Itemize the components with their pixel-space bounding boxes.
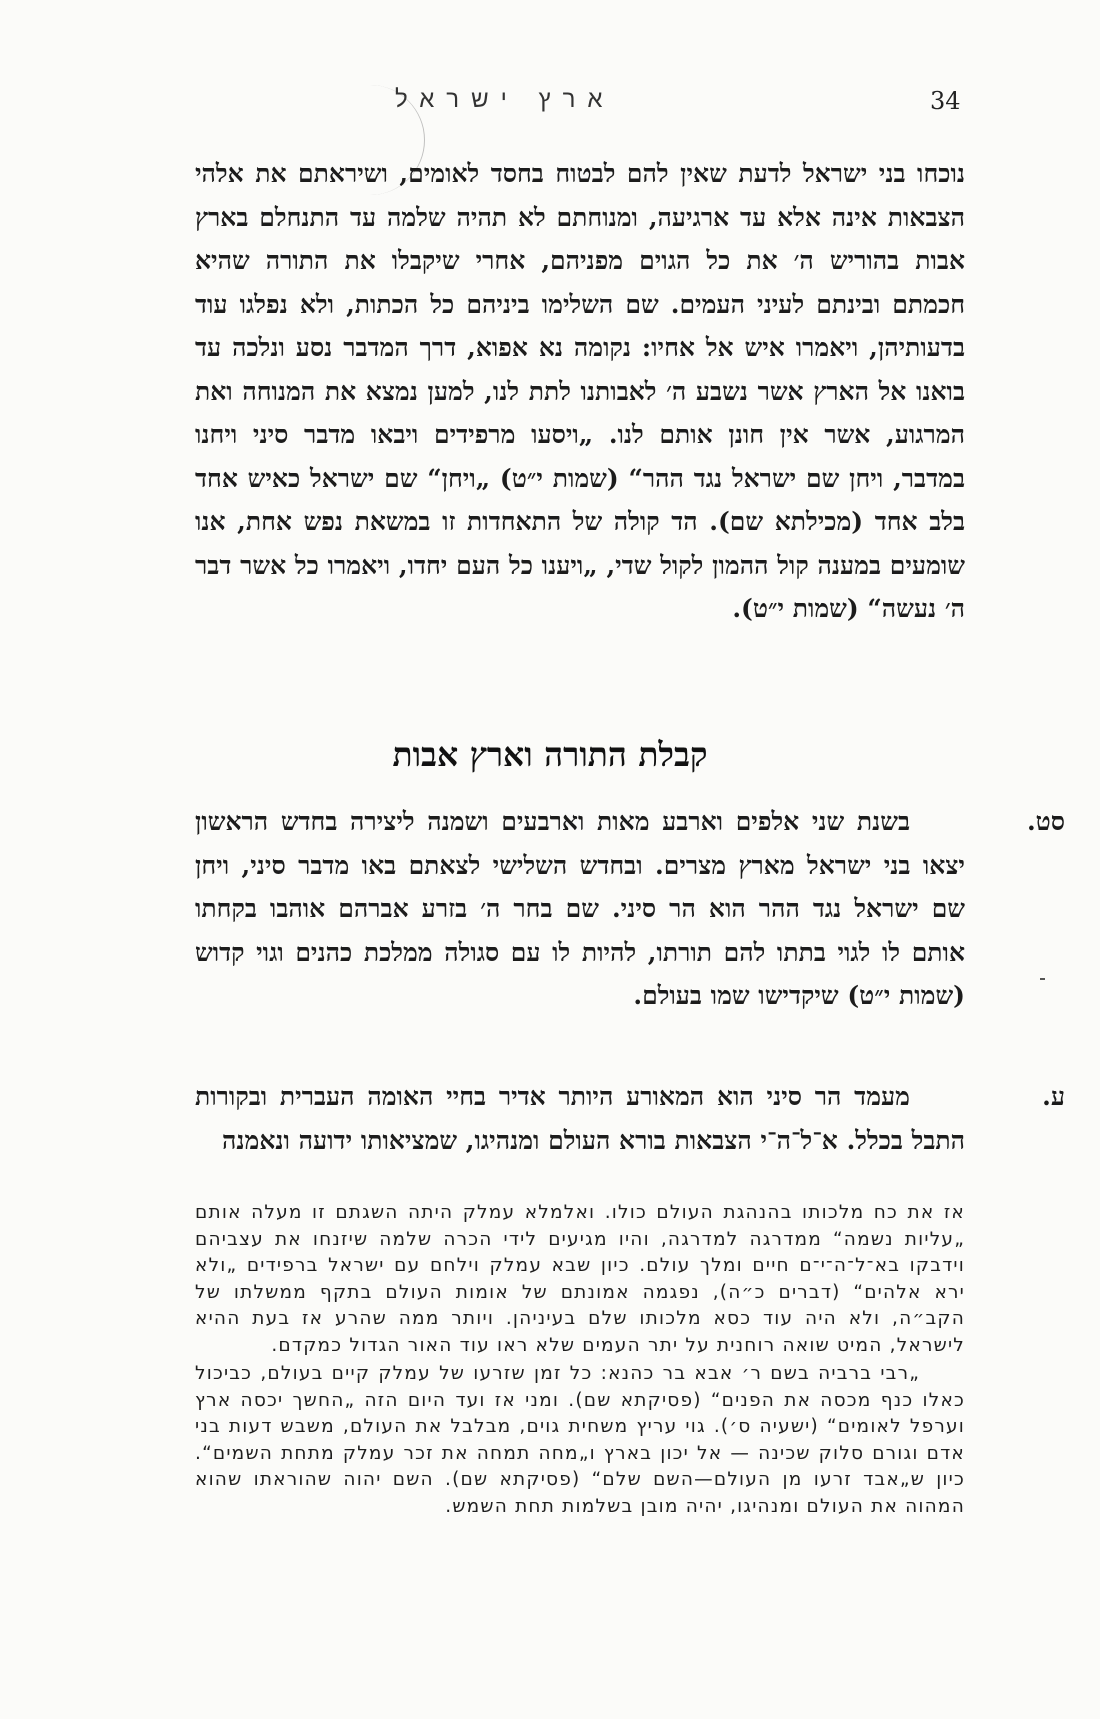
running-head: [0, 85, 1100, 125]
paragraph-body: מעמד הר סיני הוא המאורע היותר אדיר בחיי האומה העברית ובקורות התבל בכלל. א־ל־ה־י הצבאות בורא העולם ומנהיגו, שמציאותו ידועה ונאמנה: [195, 1082, 965, 1155]
paragraph-body: בשנת שני אלפים וארבע מאות וארבעים ושמנה ליצירה בחדש הראשון יצאו בני ישראל מארץ מצרים. ובחדש השלישי לצאתם באו מדבר סיני, ויחן שם ישראל נגד ההר הוא הר סיני. שם בחר ה׳ בזרע אברהם אוהבו בקחתו אותם לו לגוי בתתו להם תורתו, להיות לו עם סגולה ממלכת כהנים וגוי קדוש (שמות י״ט) שיקדישו שמו בעולם.: [195, 807, 965, 1010]
footnote-paragraph: „רבי ברביה בשם ר׳ אבא בר כהנא: כל זמן שזרעו של עמלק קיים בעולם, כביכול כאלו כנף מכסה את הפנים“ (פסיקתא שם). ומני אז ועד היום הזה „החשך יכסה ארץ וערפל לאומים“ (ישעיה ס׳). גוי עריץ משחית גוים, מבלבל את העולם, משבש דעות בני אדם וגורם סלוק שכינה — אל יכון בארץ ו„מחה תמחה את זכר עמלק מתחת השמים“. כיון ש„אבד זרעו מן העולם—השם שלם“ (פסיקתא שם). השם יהוה שהוראתו שהוא המהוה את העולם ומנהיגו, יהיה מובן בשלמות תחת השמש.: [195, 1363, 965, 1517]
paragraph-number: ע.: [1042, 1082, 1065, 1111]
paragraph-number: סט.: [1026, 807, 1065, 836]
footnote-continuation: אז את כח מלכותו בהנהגת העולם כולו. ואלמלא עמלק היתה השגתם זו מעלה אותם „עליות נשמה“ ממדרגה למדרגה, והיו מגיעים לידי הכרה שלמה שיזנחו את עצביהם וידבקו בא־ל־ה־י־ם חיים ומלך עולם. כיון שבא עמלק וילחם עם ישראל ברפידים „ולא ירא אלהים“ (דברים כ״ה), נפגמה אמונתם של אומות העולם בתקף ממשלתו של הקב״ה, ולא היה עוד כסא מלכותו שלם בעיניהן. ויותר ממה שהרע אז בעת ההיא לישראל, המיט שואה רוחנית על יתר העמים שלא ראו עוד האור הגדול כמקדם.: [195, 1202, 965, 1356]
running-title: ארץ ישראל: [395, 85, 615, 113]
numbered-paragraph: [195, 1075, 1065, 1162]
numbered-paragraph: [195, 800, 1065, 1018]
section-heading: קבלת התורה וארץ אבות: [392, 735, 708, 774]
intro-paragraph: [195, 152, 965, 631]
margin-mark: [1040, 978, 1045, 980]
footnotes: [195, 1200, 965, 1520]
paragraph-text: [195, 1075, 965, 1162]
intro-paragraph-text: נוכחו בני ישראל לדעת שאין להם לבטוח בחסד לאומים, ושיראתם את אלהי הצבאות אינה אלא עד ארגיעה, ומנוחתם לא תהיה שלמה עד התנחלם בארץ אבות בהוריש ה׳ את כל הגוים מפניהם, אחרי שיקבלו את התורה שהיא חכמתם ובינתם לעיני העמים. שם השלימו ביניהם כל הכתות, ולא נפלגו עוד בדעותיהן, ויאמרו איש אל אחיו: נקומה נא אפוא, דרך המדבר נסע ונלכה עד בואנו אל הארץ אשר נשבע ה׳ לאבותנו לתת לנו, למען נמצא את המנוחה ואת המרגוע, אשר אין חונן אותם לנו. „ויסעו מרפידים ויבאו מדבר סיני ויחנו במדבר, ויחן שם ישראל נגד ההר“ (שמות י״ט) „ויחן“ שם ישראל כאיש אחד בלב אחד (מכילתא שם). הד קולה של התאחדות זו במשאת נפש אחת, אנו שומעים במענה קול ההמון לקול שדי, „ויענו כל העם יחדו, ויאמרו כל אשר דבר ה׳ נעשה“ (שמות י״ט).: [195, 159, 965, 623]
paragraph-text: [195, 800, 965, 1018]
page-number: 34: [930, 87, 961, 115]
